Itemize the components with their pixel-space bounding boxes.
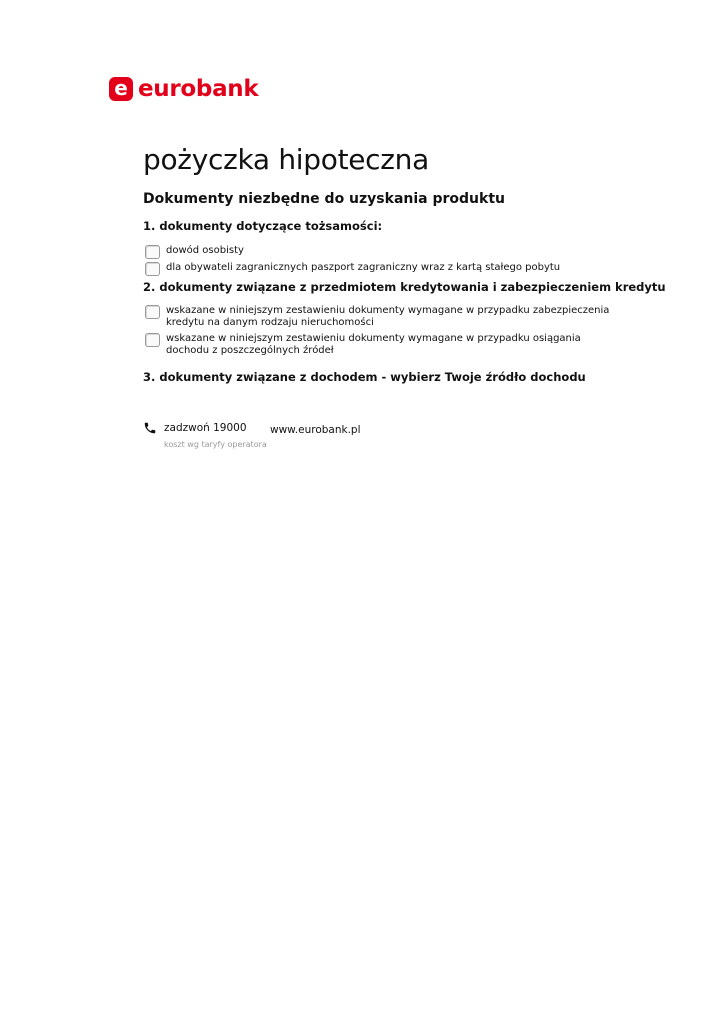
logo-mark-letter: e xyxy=(114,76,128,100)
section-heading-collateral: 2. dokumenty związane z przedmiotem kredytowania i zabezpieczeniem kredytu xyxy=(143,280,666,294)
logo-wordmark: eurobank xyxy=(138,76,259,102)
eurobank-logo xyxy=(109,76,258,102)
page-subtitle: Dokumenty niezbędne do uzyskania produktu xyxy=(143,191,505,207)
checkbox[interactable] xyxy=(145,333,160,347)
checklist-item-label: wskazane w niniejszym zestawieniu dokumenty wymagane w przypadku osiągania dochodu z poszczególnych źródeł xyxy=(166,333,581,356)
contact-phone[interactable] xyxy=(143,421,247,435)
checkbox[interactable] xyxy=(145,245,160,259)
checklist-item xyxy=(145,262,625,276)
call-cost-note: koszt wg taryfy operatora xyxy=(164,440,267,449)
page-title: pożyczka hipoteczna xyxy=(143,143,429,176)
section-heading-identity: 1. dokumenty dotyczące tożsamości: xyxy=(143,219,383,233)
checklist-item-label: dowód osobisty xyxy=(166,245,244,256)
checkbox[interactable] xyxy=(145,262,160,276)
checklist-item xyxy=(145,333,625,357)
checklist-item xyxy=(145,245,625,259)
checklist-item-label: wskazane w niniejszym zestawieniu dokumenty wymagane w przypadku zabezpieczenia kredytu na danym rodzaju nieruchomości xyxy=(166,305,610,328)
website-link[interactable]: www.eurobank.pl xyxy=(270,424,361,436)
call-number[interactable]: zadzwoń 19000 xyxy=(164,422,247,434)
eurobank-logo-mark xyxy=(109,77,133,101)
checklist-item-label: dla obywateli zagranicznych paszport zagraniczny wraz z kartą stałego pobytu xyxy=(166,262,561,273)
section-heading-income[interactable]: 3. dokumenty związane z dochodem - wybierz Twoje źródło dochodu xyxy=(143,370,586,384)
checkbox[interactable] xyxy=(145,305,160,319)
phone-icon xyxy=(143,421,157,435)
checklist-item xyxy=(145,305,625,329)
